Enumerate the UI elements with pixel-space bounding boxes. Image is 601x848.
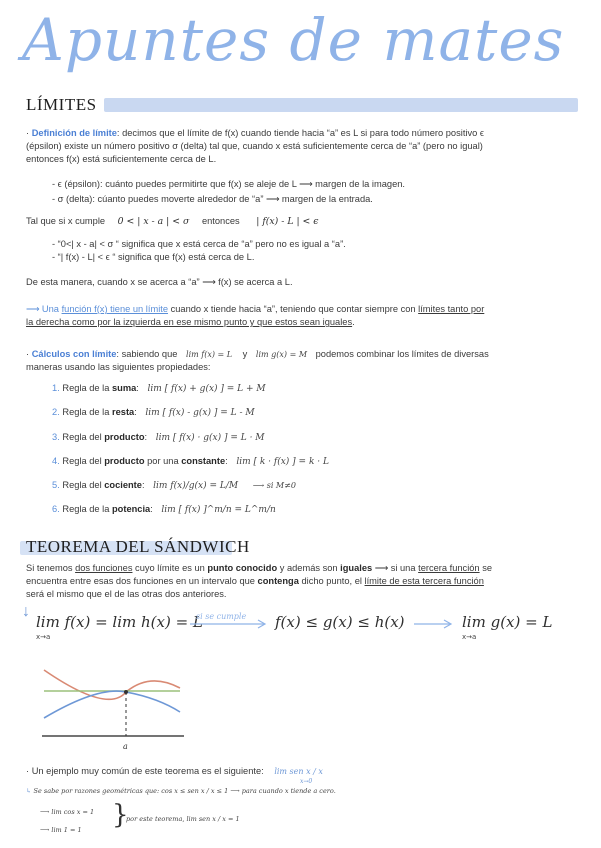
limit-condition-paragraph: ⟶ Una función f(x) tiene un límite cuando x tiende hacia “a”, teniendo que contar siempre con límites tanto por la derecha como por la izquierda en ese mismo punto y que estos sean iguales. [26,304,485,327]
rule-suma: 1. Regla de la suma: lim [ f(x) + g(x) ] = L + M [52,383,266,394]
conclusion-line: De esta manera, cuando x se acerca a “a” ⟶ f(x) se acerca a L. [26,277,293,287]
section-title-limites: LÍMITES [26,95,97,114]
brace-icon: } [112,800,129,830]
calculos-intro: · Cálculos con límite: sabiendo que lim f(x) = L y lim g(x) = M podemos combinar los límites de diversas maneras usando las siguientes propiedades: [26,349,489,372]
epsilon-line: - ϵ (épsilon): cuánto puedes permitirte que f(x) se aleje de L ⟶ margen de la imagen. [52,179,405,189]
formula-mid: f(x) ≤ g(x) ≤ h(x) [275,613,405,631]
geometric-line: ↳ Se sabe por razones geométricas que: cos x ≤ sen x / x ≤ 1 ⟶ para cuando x tiende a cero. [26,787,336,795]
sandwich-chart [38,656,188,754]
sandwich-paragraph: Si tenemos dos funciones cuyo límite es un punto conocido y además son iguales ⟶ si una tercera función se encuentra entre esas dos funciones en un intervalo que contenga dicho punto, el límite de esta tercera función será el mismo que el de las otras dos anteriores. [26,563,493,599]
section-bar [104,98,578,112]
delta-line: - σ (delta): cúanto puedes moverte alrededor de “a” ⟶ margen de la entrada. [52,194,373,204]
example-sub: x→0 [300,778,313,785]
curved-arrow-icon: ↓ [22,603,30,620]
rule-producto: 3. Regla del producto: lim [ f(x) · g(x) ] = L · M [52,432,265,443]
meaning-line-2: - “| f(x) - L| < ϵ “ significa que f(x) está cerca de L. [52,252,255,262]
rule-resta: 2. Regla de la resta: lim [ f(x) - g(x) ] = L - M [52,407,255,418]
definition-paragraph: · Definición de límite: decimos que el límite de f(x) cuando tiende hacia “a” es L si para todo número positivo ϵ (épsilon) existe un número positivo σ (delta) tal que, cuando x está suficientemente cerca de “a” (pero no igual) entonces f(x) está suficientemente cerca de L. [26,128,484,164]
marker-point [124,690,128,694]
geo-result: por este teorema, lim sen x / x = 1 [126,815,240,823]
series-h-line [44,670,180,699]
example-intro: · Un ejemplo muy común de este teorema es el siguiente: lim sen x / x [26,766,323,776]
rule-constante: 4. Regla del producto por una constante: lim [ k · f(x) ] = k · L [52,456,329,467]
page-title: Apuntes de mates [22,6,565,74]
section-title-sandwich: TEOREMA DEL SÁNDWICH [26,537,250,556]
formula-left: lim f(x) = lim h(x) = L [36,613,203,631]
formula-right-sub: x→a [462,633,477,641]
meaning-line-1: - “0<| x - a| < σ “ significa que x está cerca de “a” pero no es igual a “a”. [52,239,346,249]
definition-label: Definición de límite [31,128,117,138]
geo-limit-cos: ⟶ lim cos x = 1 [40,808,95,816]
long-arrow-icon [188,618,270,630]
formula-left-sub: x→a [36,633,51,641]
rule-potencia: 6. Regla de la potencia: lim [ f(x) ]^m/n = L^m/n [52,504,276,515]
formula-right: lim g(x) = L [462,613,553,631]
arrow-icon [412,618,456,630]
marker-label: a [123,742,128,751]
condition-line: Tal que si x cumple 0 < | x - a | < σ entonces | f(x) - L | < ϵ [26,216,319,227]
series-f-line [44,691,180,718]
geo-limit-one: ⟶ lim 1 = 1 [40,826,82,834]
rule-cociente: 5. Regla del cociente: lim f(x)/g(x) = L/M ⟶ si M≠0 [52,480,296,491]
formula-note: si se cumple [196,612,247,621]
calculos-label: Cálculos con límite [31,349,117,359]
